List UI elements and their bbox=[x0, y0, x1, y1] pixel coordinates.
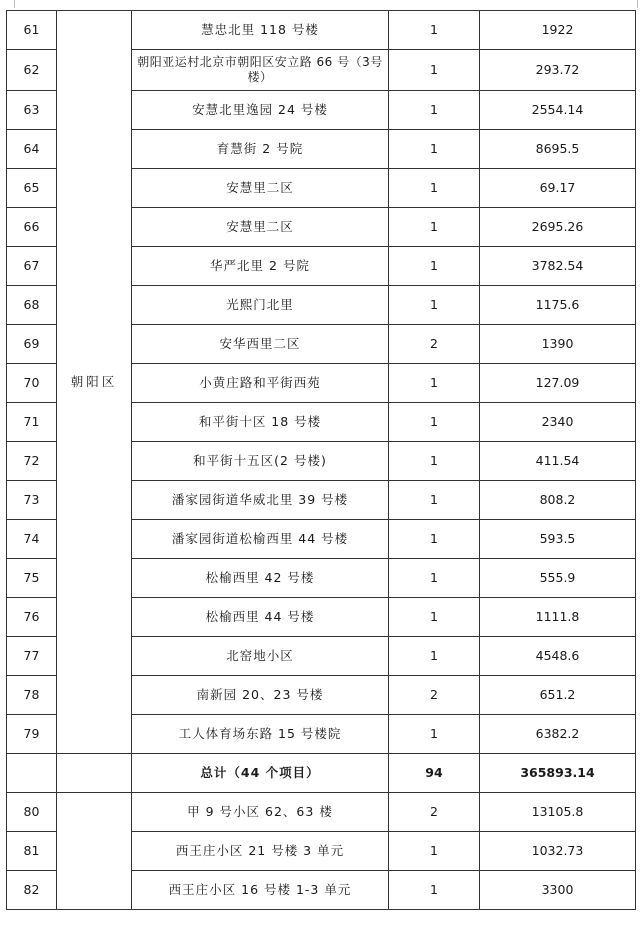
address-cell: 松榆西里 44 号楼 bbox=[132, 598, 389, 637]
area-cell: 1111.8 bbox=[480, 598, 636, 637]
address-cell: 光熙门北里 bbox=[132, 286, 389, 325]
row-number: 66 bbox=[7, 208, 57, 247]
address-cell: 南新园 20、23 号楼 bbox=[132, 676, 389, 715]
area-cell: 593.5 bbox=[480, 520, 636, 559]
district-cell: 朝阳区 bbox=[57, 11, 132, 754]
count-cell: 1 bbox=[389, 637, 480, 676]
address-cell: 松榆西里 42 号楼 bbox=[132, 559, 389, 598]
row-number: 63 bbox=[7, 91, 57, 130]
row-number: 76 bbox=[7, 598, 57, 637]
row-number: 70 bbox=[7, 364, 57, 403]
area-cell: 651.2 bbox=[480, 676, 636, 715]
count-cell: 1 bbox=[389, 832, 480, 871]
area-cell: 808.2 bbox=[480, 481, 636, 520]
count-cell: 1 bbox=[389, 559, 480, 598]
count-cell: 1 bbox=[389, 50, 480, 91]
count-cell: 1 bbox=[389, 11, 480, 50]
total-area: 365893.14 bbox=[480, 754, 636, 793]
row-number: 73 bbox=[7, 481, 57, 520]
count-cell: 1 bbox=[389, 286, 480, 325]
table-row bbox=[7, 11, 636, 50]
count-cell: 1 bbox=[389, 130, 480, 169]
total-number-cell bbox=[7, 754, 57, 793]
count-cell: 1 bbox=[389, 442, 480, 481]
row-number: 65 bbox=[7, 169, 57, 208]
count-cell: 1 bbox=[389, 364, 480, 403]
address-cell: 和平街十区 18 号楼 bbox=[132, 403, 389, 442]
count-cell: 2 bbox=[389, 793, 480, 832]
count-cell: 1 bbox=[389, 871, 480, 910]
area-cell: 3782.54 bbox=[480, 247, 636, 286]
area-cell: 555.9 bbox=[480, 559, 636, 598]
area-cell: 3300 bbox=[480, 871, 636, 910]
count-cell: 2 bbox=[389, 676, 480, 715]
row-number: 61 bbox=[7, 11, 57, 50]
area-cell: 411.54 bbox=[480, 442, 636, 481]
area-cell: 127.09 bbox=[480, 364, 636, 403]
row-number: 62 bbox=[7, 50, 57, 91]
row-number: 68 bbox=[7, 286, 57, 325]
address-cell: 华严北里 2 号院 bbox=[132, 247, 389, 286]
address-cell: 安慧里二区 bbox=[132, 208, 389, 247]
count-cell: 1 bbox=[389, 715, 480, 754]
total-label: 总计（44 个项目） bbox=[132, 754, 389, 793]
address-cell: 工人体育场东路 15 号楼院 bbox=[132, 715, 389, 754]
row-number: 67 bbox=[7, 247, 57, 286]
count-cell: 2 bbox=[389, 325, 480, 364]
count-cell: 1 bbox=[389, 598, 480, 637]
row-number: 72 bbox=[7, 442, 57, 481]
address-cell: 安慧北里逸园 24 号楼 bbox=[132, 91, 389, 130]
area-cell: 1922 bbox=[480, 11, 636, 50]
total-row bbox=[7, 754, 636, 793]
area-cell: 2340 bbox=[480, 403, 636, 442]
table-row bbox=[7, 793, 636, 832]
count-cell: 1 bbox=[389, 169, 480, 208]
area-cell: 2554.14 bbox=[480, 91, 636, 130]
area-cell: 1032.73 bbox=[480, 832, 636, 871]
page-edge bbox=[14, 0, 638, 8]
row-number: 80 bbox=[7, 793, 57, 832]
address-cell: 潘家园街道松榆西里 44 号楼 bbox=[132, 520, 389, 559]
address-cell: 安华西里二区 bbox=[132, 325, 389, 364]
housing-table bbox=[6, 10, 636, 910]
address-cell: 潘家园街道华威北里 39 号楼 bbox=[132, 481, 389, 520]
address-cell: 安慧里二区 bbox=[132, 169, 389, 208]
address-cell: 小黄庄路和平街西苑 bbox=[132, 364, 389, 403]
area-cell: 6382.2 bbox=[480, 715, 636, 754]
count-cell: 1 bbox=[389, 403, 480, 442]
count-cell: 1 bbox=[389, 481, 480, 520]
address-cell: 朝阳亚运村北京市朝阳区安立路 66 号（3号楼） bbox=[132, 50, 389, 91]
area-cell: 1390 bbox=[480, 325, 636, 364]
row-number: 71 bbox=[7, 403, 57, 442]
row-number: 82 bbox=[7, 871, 57, 910]
row-number: 81 bbox=[7, 832, 57, 871]
count-cell: 1 bbox=[389, 91, 480, 130]
total-count: 94 bbox=[389, 754, 480, 793]
address-cell: 西王庄小区 21 号楼 3 单元 bbox=[132, 832, 389, 871]
row-number: 78 bbox=[7, 676, 57, 715]
area-cell: 293.72 bbox=[480, 50, 636, 91]
count-cell: 1 bbox=[389, 208, 480, 247]
count-cell: 1 bbox=[389, 247, 480, 286]
area-cell: 69.17 bbox=[480, 169, 636, 208]
address-cell: 西王庄小区 16 号楼 1-3 单元 bbox=[132, 871, 389, 910]
row-number: 74 bbox=[7, 520, 57, 559]
row-number: 77 bbox=[7, 637, 57, 676]
area-cell: 4548.6 bbox=[480, 637, 636, 676]
row-number: 69 bbox=[7, 325, 57, 364]
area-cell: 2695.26 bbox=[480, 208, 636, 247]
area-cell: 13105.8 bbox=[480, 793, 636, 832]
address-cell: 育慧街 2 号院 bbox=[132, 130, 389, 169]
total-district-cell bbox=[57, 754, 132, 793]
row-number: 64 bbox=[7, 130, 57, 169]
row-number: 79 bbox=[7, 715, 57, 754]
address-cell: 甲 9 号小区 62、63 楼 bbox=[132, 793, 389, 832]
area-cell: 1175.6 bbox=[480, 286, 636, 325]
area-cell: 8695.5 bbox=[480, 130, 636, 169]
address-cell: 北窑地小区 bbox=[132, 637, 389, 676]
address-cell: 慧忠北里 118 号楼 bbox=[132, 11, 389, 50]
row-number: 75 bbox=[7, 559, 57, 598]
address-cell: 和平街十五区(2 号楼) bbox=[132, 442, 389, 481]
district-cell-next bbox=[57, 793, 132, 910]
count-cell: 1 bbox=[389, 520, 480, 559]
